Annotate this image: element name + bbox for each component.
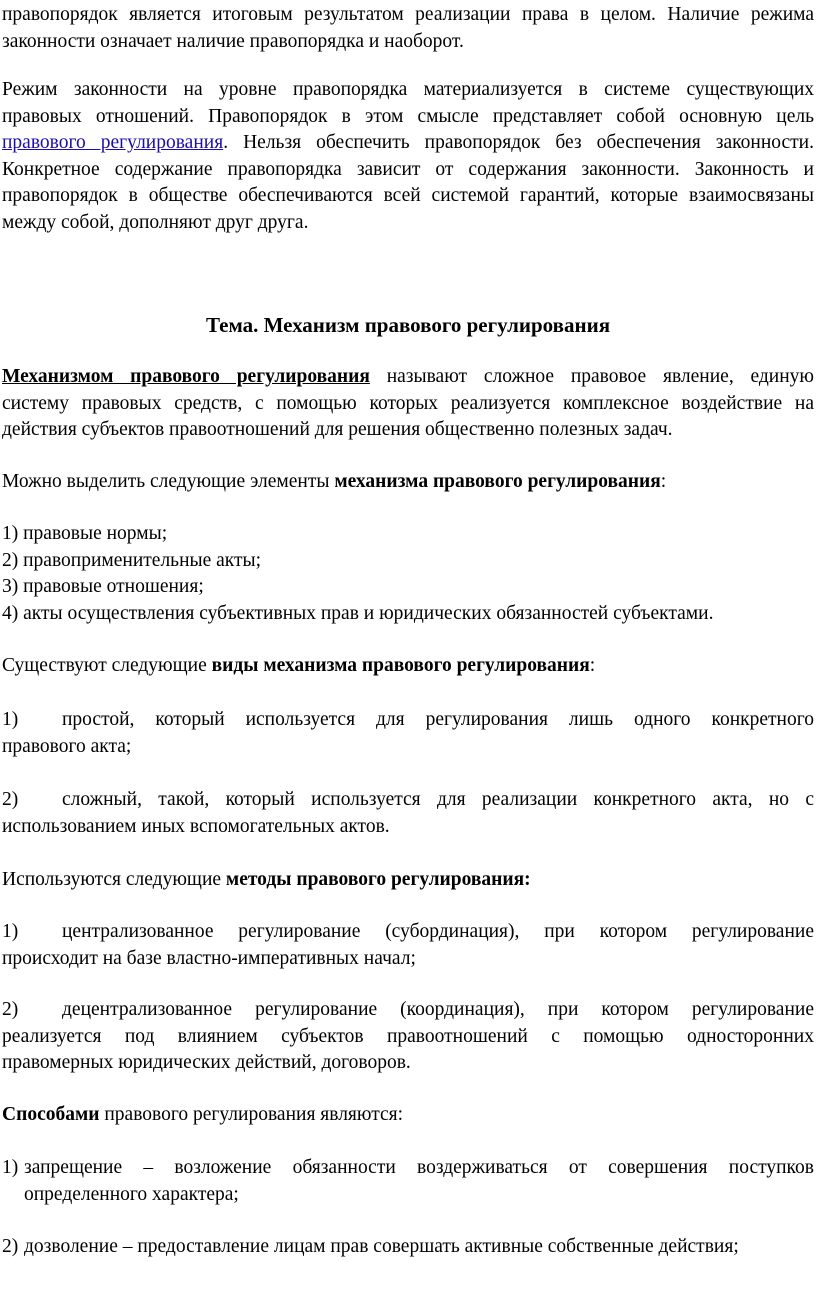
bold-term: Механизмом правового регулирования [2,366,370,387]
text-segment: систему правовых средств, с помощью которых реализуется комплексное воздействие на [2,392,814,414]
text-line [2,707,814,734]
paragraph [2,997,814,1077]
list-number: 1) [2,709,19,730]
section-heading: Тема. Механизм правового регулирования [205,313,611,337]
paragraph [2,787,814,840]
paragraph [2,521,814,627]
text-segment: действия субъектов правоотношений для решения общественно полезных задач. [2,419,673,440]
text-segment: законности означает наличие правопорядка и наоборот. [2,30,464,52]
text-segment: дозволение – предоставление лицам прав совершать активные собственные действия; [24,1236,739,1257]
paragraph [2,919,814,972]
list-number: 2) [2,789,19,810]
text-line [2,521,814,548]
text-line [2,469,814,496]
text-segment: простой, который используется для регулирования лишь одного конкретного [62,709,814,730]
text-segment: сложный, такой, который используется для реализации конкретного акта, но с [62,789,814,810]
paragraph [2,1102,814,1129]
bold-term: виды механизма правового регулирования [211,655,590,676]
list-number: 1) [2,1157,19,1178]
text-line [2,1024,814,1051]
text-segment: называют сложное правовое явление, единую [369,366,814,387]
text-line [2,1102,814,1129]
text-segment: : [589,655,596,676]
text-line [2,1182,814,1209]
text-segment: 3) правовые отношения; [2,576,204,597]
text-segment: децентрализованное регулирование (координация), при котором регулирование [62,999,814,1020]
text-line [2,867,814,894]
text-segment: реализуется под влиянием субъектов правоотношений с помощью односторонних [2,1025,814,1047]
text-line [2,130,814,157]
text-segment: правовых отношений. Правопорядок в этом смысле представляет собой основную цель [2,105,814,127]
list-number: 2) [2,1236,19,1257]
paragraph [2,707,814,760]
text-line [2,946,814,973]
text-segment: правового акта; [2,735,132,757]
text-line [2,29,814,56]
text-segment: правомерных юридических действий, договоров. [2,1052,411,1073]
text-line [2,601,814,628]
text-segment: использованием иных вспомогательных актов. [2,815,390,837]
text-segment: правопорядок в обществе обеспечиваются всей системой гарантий, которые взаимосвязаны [2,185,814,206]
text-segment: 4) акты осуществления субъективных прав и юридических обязанностей субъектами. [2,602,714,624]
list-number: 1) [2,921,19,942]
link-legal-regulation[interactable]: правового регулирования [2,132,224,153]
text-line [2,548,814,575]
text-line [2,183,814,210]
text-line [2,391,814,418]
text-segment: правопорядок является итоговым результатом реализации права в целом. Наличие режима [2,4,814,25]
text-line [2,1050,814,1077]
text-line [2,997,814,1024]
paragraph [2,1234,814,1261]
text-segment: 2) правоприменительные акты; [2,549,262,571]
paragraph [2,1155,814,1208]
text-line [2,417,814,444]
text-line [2,787,814,814]
text-line [2,77,814,104]
text-segment: централизованное регулирование (субординация), при котором регулирование [62,921,814,942]
text-line [2,919,814,946]
text-segment: Режим законности на уровне правопорядка материализуется в системе существующих [2,79,814,100]
paragraph [2,77,814,236]
paragraph [2,2,814,55]
text-segment: правового регулирования являются: [99,1104,404,1125]
text-line [2,157,814,184]
text-segment: Используются следующие [2,869,226,890]
paragraph [2,867,814,894]
text-line [2,210,814,237]
paragraph [2,469,814,496]
text-segment: 1) правовые нормы; [2,523,168,544]
bold-term: Способами [2,1104,100,1125]
paragraph [2,364,814,444]
text-segment: запрещение – возложение обязанности воздерживаться от совершения поступков [24,1157,814,1178]
text-line [2,364,814,391]
text-line [2,2,814,29]
text-segment: Можно выделить следующие элементы [2,471,335,492]
bold-term: механизма правового регулирования [334,471,661,492]
text-line [2,574,814,601]
text-line [2,1155,814,1182]
list-number: 2) [2,999,19,1020]
text-segment: Существуют следующие [2,655,212,676]
text-segment: между собой, дополняют друг друга. [2,211,309,233]
bold-term: методы правового регулирования: [225,869,531,890]
text-segment: Конкретное содержание правопорядка зависит от содержания законности. Законность и [2,158,814,180]
text-segment: определенного характера; [24,1183,239,1205]
text-line [2,1234,814,1261]
text-segment: . Нельзя обеспечить правопорядок без обеспечения законности. [223,132,814,153]
text-segment: происходит на базе властно-императивных начал; [2,947,416,969]
text-line [2,653,814,680]
text-line [2,734,814,761]
paragraph [2,653,814,680]
text-segment: : [660,471,667,492]
text-line [2,104,814,131]
text-line [2,814,814,841]
